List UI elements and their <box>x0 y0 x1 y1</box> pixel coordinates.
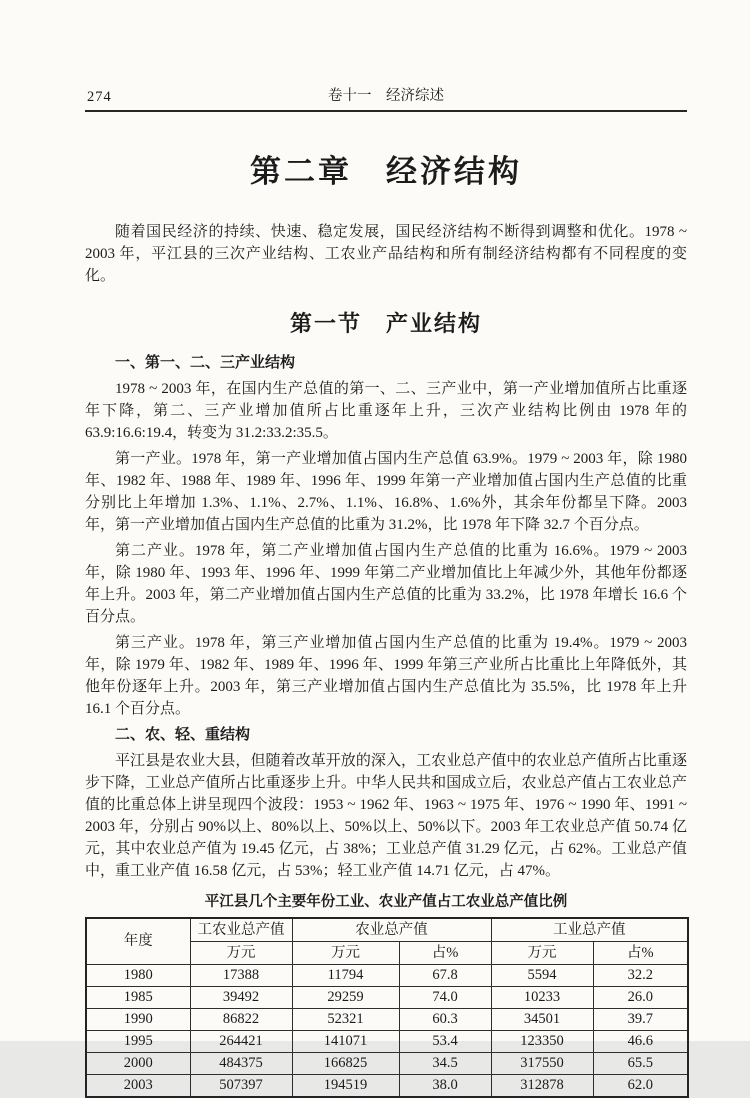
page-number: 274 <box>87 89 112 105</box>
table-header-row-groups <box>86 918 688 942</box>
paragraph-primary-industry: 第一产业。1978 年，第一产业增加值占国内生产总值 63.9%。1979 ~ 2003 年，除 1980 年、1982 年、1988 年、1989 年、1996 年、1999 年第一产业增加值占国内生产总值的比重分别比上年增加 1.3%、1.1%、2.7%、1.1%、16.8%、1.6%外，其余年份都呈下降。2003 年，第一产业增加值占国内生产总值的比重为 31.2%，比 1978 年下降 32.7 个百分点。 <box>85 451 687 533</box>
table-header-unit: 占% <box>399 942 491 965</box>
table-cell: 484375 <box>190 1053 292 1075</box>
page-header <box>85 0 687 106</box>
table-header-group-total: 工农业总产值 <box>190 918 292 942</box>
paragraph-tertiary-industry: 第三产业。1978 年，第三产业增加值占国内生产总值的比重为 19.4%。1979 ~ 2003 年，除 1979 年、1982 年、1989 年、1996 年、1999 年第三产业所占比重比上年降低外，其他年份逐年上升。2003 年，第三产业增加值占国内生产总值比为 35.5%，比 1978 年上升 16.1 个百分点。 <box>85 635 687 717</box>
table-cell: 312878 <box>491 1075 593 1098</box>
table-cell: 39.7 <box>593 1009 688 1031</box>
table-cell: 5594 <box>491 965 593 987</box>
table-cell: 264421 <box>190 1031 292 1053</box>
table-header-unit: 万元 <box>190 942 292 965</box>
table-cell: 26.0 <box>593 987 688 1009</box>
output-value-table <box>85 917 689 1098</box>
table-cell: 1995 <box>86 1031 190 1053</box>
table-header-group-agriculture: 农业总产值 <box>292 918 491 942</box>
paragraph-agri-industry-structure: 平江县是农业大县，但随着改革开放的深入，工农业总产值中的农业总产值所占比重逐步下降，工业总产值所占比重逐步上升。中华人民共和国成立后，农业总产值占工农业总产值的比重总体上讲呈现四个波段：1953 ~ 1962 年、1963 ~ 1975 年、1976 ~ 1990 年、1991 ~ 2003 年，分别占 90%以上、80%以上、50%以上、50%以下。2003 年工农业总产值 50.74 亿元，其中农业总产值为 19.45 亿元，占 38%；工业总产值 31.29 亿元，占 62%。工业总产值中，重工业产值 16.58 亿元，占 53%；轻工业产值 14.71 亿元，占 47%。 <box>85 753 687 879</box>
table-cell: 32.2 <box>593 965 688 987</box>
table-cell: 194519 <box>292 1075 399 1098</box>
subsection-heading-three-industries: 一、第一、二、三产业结构 <box>115 354 296 371</box>
table-header-unit: 占% <box>593 942 688 965</box>
table-cell: 1990 <box>86 1009 190 1031</box>
table-header-year: 年度 <box>86 918 190 965</box>
chapter-title: 第二章 经济结构 <box>250 154 522 189</box>
table-cell: 65.5 <box>593 1053 688 1075</box>
paragraph-industry-overview: 1978 ~ 2003 年，在国内生产总值的第一、二、三产业中，第一产业增加值所占比重逐年下降，第二、三产业增加值所占比重逐年上升，三次产业结构比例由 1978 年的 63.9:16.6:19.4，转变为 31.2:33.2:35.5。 <box>85 381 687 441</box>
table-cell: 53.4 <box>399 1031 491 1053</box>
section-title: 第一节 产业结构 <box>289 311 482 336</box>
table-header-unit: 万元 <box>491 942 593 965</box>
table-cell: 141071 <box>292 1031 399 1053</box>
table-cell: 34.5 <box>399 1053 491 1075</box>
table-cell: 166825 <box>292 1053 399 1075</box>
table-row <box>86 1053 688 1075</box>
table-cell: 62.0 <box>593 1075 688 1098</box>
table-cell: 60.3 <box>399 1009 491 1031</box>
table-cell: 2003 <box>86 1075 190 1098</box>
table-cell: 11794 <box>292 965 399 987</box>
table-row <box>86 987 688 1009</box>
table-row <box>86 1031 688 1053</box>
page-content <box>85 0 687 1098</box>
table-header-group-industry: 工业总产值 <box>491 918 688 942</box>
table-title: 平江县几个主要年份工业、农业产值占工农业总产值比例 <box>204 894 568 910</box>
table-cell: 39492 <box>190 987 292 1009</box>
table-cell: 29259 <box>292 987 399 1009</box>
table-cell: 34501 <box>491 1009 593 1031</box>
table-cell: 10233 <box>491 987 593 1009</box>
table-cell: 52321 <box>292 1009 399 1031</box>
table-cell: 17388 <box>190 965 292 987</box>
table-cell: 67.8 <box>399 965 491 987</box>
chapter-intro-paragraph: 随着国民经济的持续、快速、稳定发展，国民经济结构不断得到调整和优化。1978 ~ 2003 年，平江县的三次产业结构、工农业产品结构和所有制经济结构都有不同程度的变化。 <box>85 224 687 284</box>
table-cell: 1980 <box>86 965 190 987</box>
subsection-heading-agri-light-heavy: 二、农、轻、重结构 <box>115 726 251 743</box>
table-cell: 74.0 <box>399 987 491 1009</box>
table-row <box>86 1075 688 1098</box>
table-header-unit: 万元 <box>292 942 399 965</box>
table-cell: 38.0 <box>399 1075 491 1098</box>
header-rule <box>85 110 687 112</box>
running-header-title: 卷十一 经济综述 <box>328 88 444 104</box>
table-cell: 123350 <box>491 1031 593 1053</box>
table-body <box>86 965 688 1098</box>
paragraph-secondary-industry: 第二产业。1978 年，第二产业增加值占国内生产总值的比重为 16.6%。1979 ~ 2003 年，除 1980 年、1993 年、1996 年、1999 年第二产业增加值比上年减少外，其他年份都逐年上升。2003 年，第二产业增加值占国内生产总值的比重为 33.2%，比 1978 年增长 16.6 个百分点。 <box>85 543 687 625</box>
table-cell: 1985 <box>86 987 190 1009</box>
table-row <box>86 1009 688 1031</box>
table-cell: 317550 <box>491 1053 593 1075</box>
table-cell: 46.6 <box>593 1031 688 1053</box>
table-cell: 2000 <box>86 1053 190 1075</box>
table-cell: 86822 <box>190 1009 292 1031</box>
table-row <box>86 965 688 987</box>
table-header <box>86 918 688 965</box>
table-cell: 507397 <box>190 1075 292 1098</box>
